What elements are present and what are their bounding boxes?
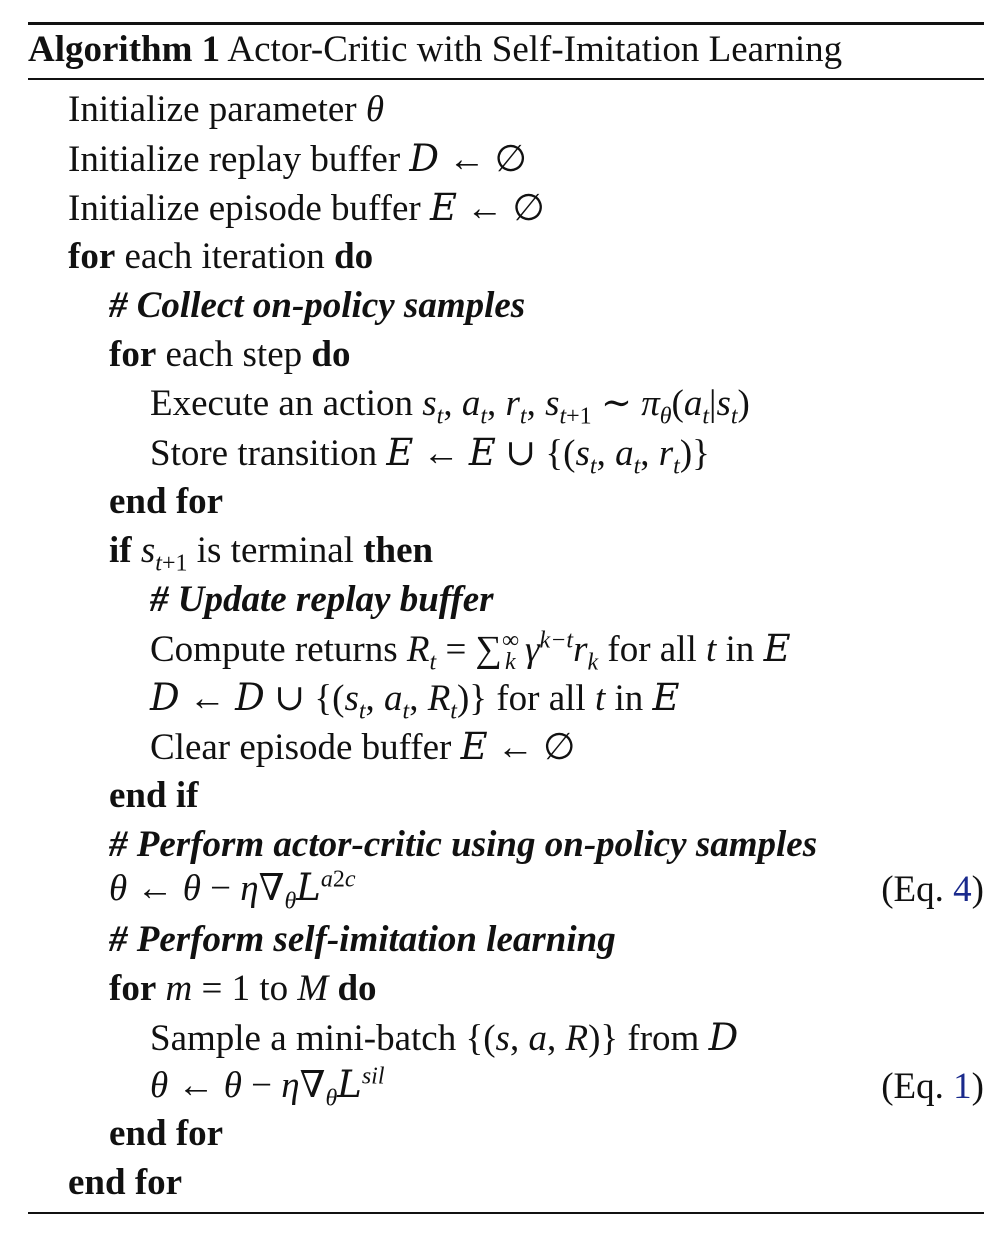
math-t: t	[706, 629, 717, 670]
bottom-rule	[28, 1212, 984, 1214]
init-episode-text: Initialize episode buffer	[68, 188, 421, 229]
end-for-iteration: end for	[68, 1162, 183, 1203]
eq-ref-sil	[881, 1065, 984, 1109]
line-sil-update	[150, 1063, 385, 1112]
in-text: in	[614, 678, 644, 719]
math-theta: θ	[365, 89, 385, 130]
math-execute: $s_t$, $a_t$, $r_t$, $s_{t+1}$ ∼ $\pi_\theta(a_t|s_t)$	[422, 383, 750, 430]
kw-for: for	[109, 968, 157, 1009]
math-replay-set: D	[708, 1016, 739, 1059]
clear-episode-text: Clear episode buffer	[150, 727, 452, 768]
line-for-m	[109, 967, 377, 1011]
line-for-iteration	[68, 235, 373, 279]
for-all-text: for all	[607, 629, 697, 670]
eq-ref-link-4[interactable]: 4	[953, 869, 972, 910]
init-replay-text: Initialize replay buffer	[68, 139, 401, 180]
line-execute	[150, 382, 750, 430]
math-t: t	[594, 678, 606, 719]
sample-batch-text: Sample a mini-batch	[150, 1018, 457, 1059]
kw-do: do	[334, 236, 374, 277]
math-episode-clear: E ← ∅	[460, 725, 576, 768]
line-compute-returns	[150, 627, 791, 676]
init-param-text: Initialize parameter	[68, 89, 357, 130]
kw-do: do	[337, 968, 377, 1009]
math-m-eq-1: m = 1	[165, 968, 251, 1009]
math-returns: $R_t = \sum^\infty_k$ $\gamma^{k-t}r_k$	[406, 627, 599, 676]
math-episode-init: E ← ∅	[429, 186, 545, 229]
in-text: in	[725, 629, 755, 670]
comment-collect: # Collect on-policy samples	[109, 285, 526, 326]
for-all-text: for all	[496, 678, 586, 719]
compute-returns-text: Compute returns	[150, 629, 398, 670]
math-store: E ← E ∪ {($s_t$, $a_t$, $r_t$)}	[386, 431, 710, 480]
header-rule	[28, 78, 984, 80]
algorithm-title: Actor-Critic with Self-Imitation Learning	[227, 29, 843, 70]
line-init-param	[68, 88, 384, 132]
kw-for: for	[68, 236, 116, 277]
comment-sil: # Perform self-imitation learning	[109, 919, 616, 960]
line-a2c-update	[109, 866, 356, 915]
kw-then: then	[363, 530, 434, 571]
algorithm-header	[28, 30, 842, 70]
each-iteration-text: each iteration	[124, 236, 325, 277]
kw-for: for	[109, 334, 157, 375]
math-sil-update: θ ← $\theta - \eta\nabla_\theta L^{sil}$	[150, 1063, 385, 1112]
eq-ref-a2c	[881, 868, 984, 912]
eq-ref-suffix: )	[971, 1066, 984, 1107]
line-store	[150, 431, 710, 480]
eq-ref-prefix: (Eq.	[881, 869, 944, 910]
execute-text: Execute an action	[150, 383, 413, 424]
line-init-replay	[68, 137, 527, 182]
math-episode-set: E	[763, 627, 791, 670]
line-sample-batch	[150, 1016, 738, 1061]
end-if: end if	[109, 775, 199, 816]
comment-update: # Update replay buffer	[150, 579, 494, 620]
math-replay-union: D ← D ∪ {($s_t$, $a_t$, $R_t$)}	[150, 676, 488, 725]
line-if-terminal	[109, 529, 434, 577]
eq-ref-suffix: )	[971, 869, 984, 910]
line-for-step	[109, 333, 350, 377]
algorithm-label: Algorithm 1	[28, 29, 221, 70]
top-rule	[28, 22, 984, 25]
kw-do: do	[311, 334, 351, 375]
math-M: M	[297, 968, 329, 1009]
store-text: Store transition	[150, 433, 378, 474]
math-s-next: $s_{t+1}$	[140, 530, 188, 577]
kw-if: if	[109, 530, 132, 571]
to-text: to	[259, 968, 289, 1009]
comment-a2c: # Perform actor-critic using on-policy samples	[109, 824, 818, 865]
math-batch: {(s, a, R)}	[465, 1018, 619, 1059]
line-replay-union	[150, 676, 680, 725]
math-replay-init: D ← ∅	[409, 137, 527, 180]
from-text: from	[627, 1018, 700, 1059]
eq-ref-link-1[interactable]: 1	[953, 1066, 972, 1107]
math-a2c-update: θ ← $\theta - \eta\nabla_\theta L^{a2c}$	[109, 866, 356, 915]
each-step-text: each step	[165, 334, 303, 375]
is-terminal-text: is terminal	[196, 530, 354, 571]
eq-ref-prefix: (Eq.	[881, 1066, 944, 1107]
end-for-m: end for	[109, 1113, 224, 1154]
line-init-episode	[68, 186, 545, 231]
end-for-step: end for	[109, 481, 224, 522]
line-clear-episode	[150, 725, 575, 770]
math-episode-set: E	[652, 676, 680, 719]
